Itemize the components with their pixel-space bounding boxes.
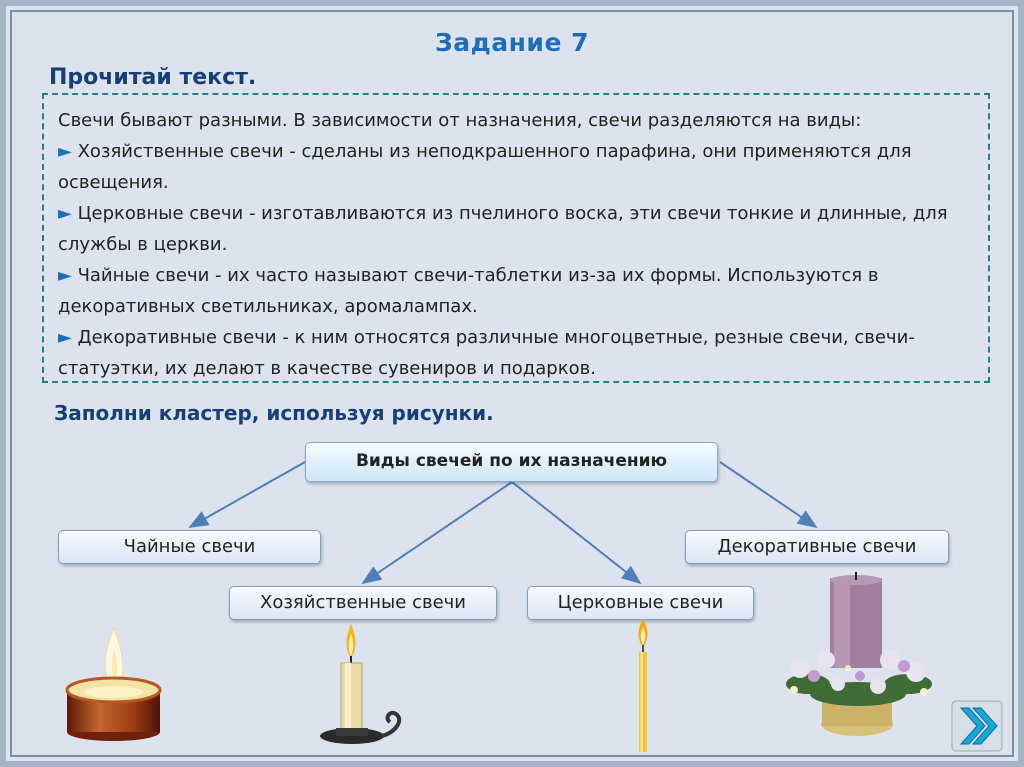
church-candle-icon[interactable] <box>630 615 656 755</box>
cluster-decorative-box[interactable]: Декоративные свечи <box>685 530 949 564</box>
tea-candle-icon[interactable] <box>62 620 167 745</box>
decorative-candle-icon[interactable] <box>778 572 943 747</box>
cluster-heading: Заполни кластер, используя рисунки. <box>54 401 494 425</box>
connector-household <box>363 482 512 583</box>
paragraph-text: Церковные свечи - изготавливаются из пчелиного воска, эти свечи тонкие и длинные, для службы в церкви. <box>58 203 948 255</box>
paragraph-text: Хозяйственные свечи - сделаны из неподкрашенного парафина, они применяются для освещения. <box>58 141 912 193</box>
bullet-arrow-icon: ► <box>58 141 72 162</box>
bullet-arrow-icon: ► <box>58 265 72 286</box>
paragraph-text: Декоративные свечи - к ним относятся различные многоцветные, резные свечи, свечи-статуэтки, их делают в качестве сувениров и подарков. <box>58 327 915 379</box>
paragraph-text: Свечи бывают разными. В зависимости от назначения, свечи разделяются на виды: <box>58 110 862 131</box>
cluster-center-box[interactable]: Виды свечей по их назначению <box>305 442 718 482</box>
page-title: Задание 7 <box>434 28 590 57</box>
read-heading: Прочитай текст. <box>49 65 257 90</box>
cluster-tea-box[interactable]: Чайные свечи <box>58 530 321 564</box>
connector-decorative <box>720 462 816 527</box>
next-arrow-icon[interactable] <box>951 700 1003 752</box>
connector-tea <box>190 462 305 527</box>
connector-church <box>512 482 640 583</box>
bullet-arrow-icon: ► <box>58 203 72 224</box>
cluster-church-box[interactable]: Церковные свечи <box>527 586 754 620</box>
cluster-household-box[interactable]: Хозяйственные свечи <box>229 586 497 620</box>
bullet-arrow-icon: ► <box>58 327 72 348</box>
paragraph-text: Чайные свечи - их часто называют свечи-таблетки из-за их формы. Используются в декоративных светильниках, аромалампах. <box>58 265 879 317</box>
household-candle-icon[interactable] <box>312 620 417 750</box>
